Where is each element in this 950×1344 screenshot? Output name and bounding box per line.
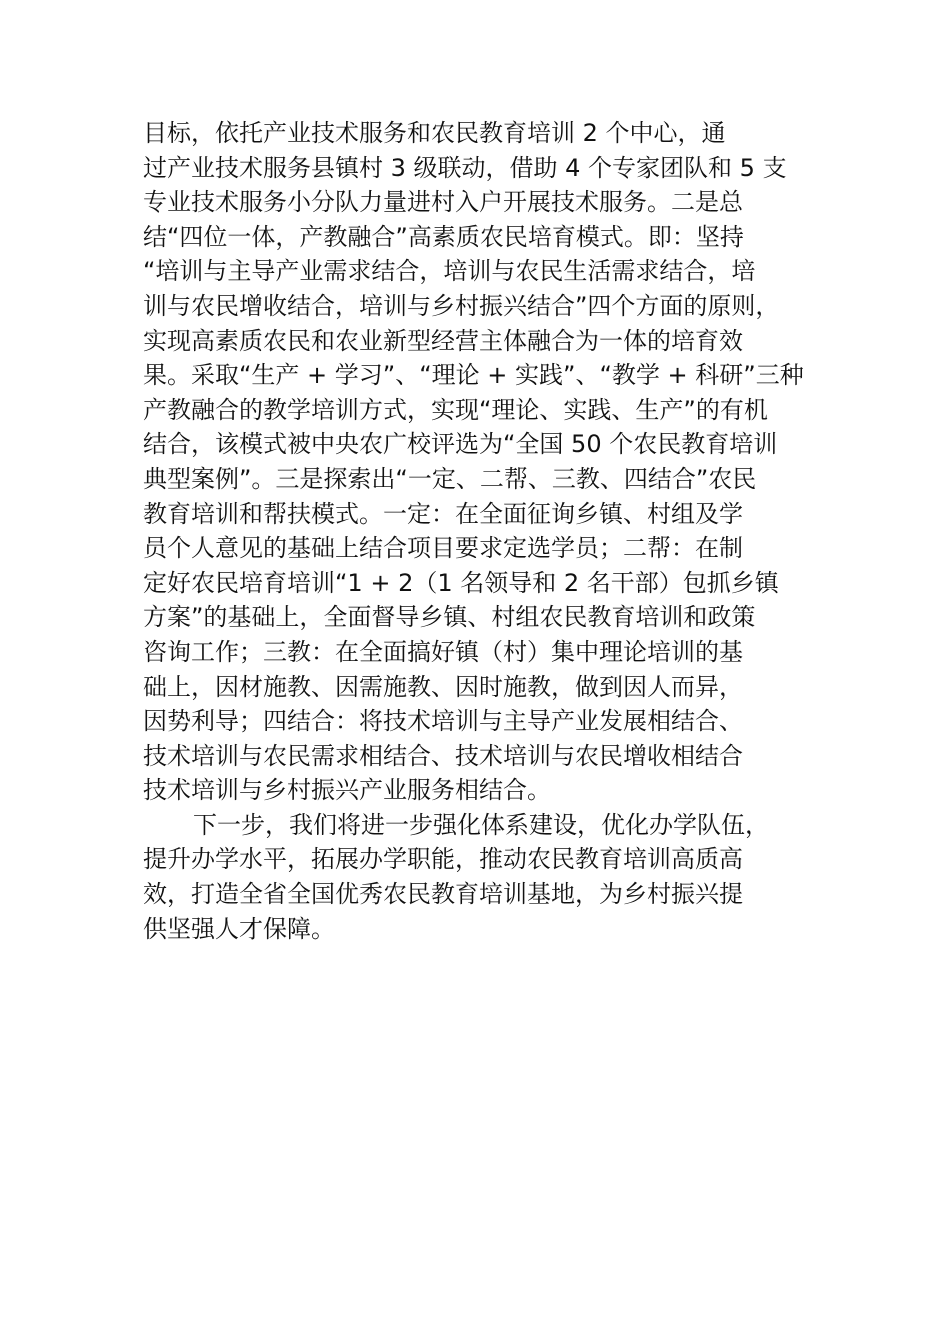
text-line: 方案”的基础上，全面督导乡镇、村组农民教育培训和政策: [143, 603, 756, 632]
text-line: “培训与主导产业需求结合，培训与农民生活需求结合，培: [143, 257, 756, 286]
text-line: 下一步，我们将进一步强化体系建设，优化办学队伍，: [193, 810, 769, 839]
text-line: 结合，该模式被中央农广校评选为“全国 50 个农民教育培训: [143, 430, 778, 459]
paragraph-2: [143, 808, 843, 946]
text-line: 结“四位一体，产教融合”高素质农民培育模式。即：坚持: [143, 222, 744, 251]
paragraph-1: [143, 116, 843, 808]
text-line: 技术培训与乡村振兴产业服务相结合。: [143, 776, 551, 805]
text-line: 效，打造全省全国优秀农民教育培训基地，为乡村振兴提: [143, 880, 743, 909]
text-line: 础上，因材施教、因需施教、因时施教，做到因人而异，: [143, 672, 743, 701]
text-line: 过产业技术服务县镇村 3 级联动，借助 4 个专家团队和 5 支: [143, 153, 787, 182]
text-line: 专业技术服务小分队力量进村入户开展技术服务。二是总: [143, 188, 743, 217]
text-line: 教育培训和帮扶模式。一定：在全面征询乡镇、村组及学: [143, 499, 743, 528]
document-body: [143, 116, 843, 946]
text-line: 供坚强人才保障。: [143, 914, 335, 943]
text-line: 训与农民增收结合，培训与乡村振兴结合”四个方面的原则，: [143, 291, 780, 320]
text-line: 实现高素质农民和农业新型经营主体融合为一体的培育效: [143, 326, 743, 355]
text-line: 因势利导；四结合：将技术培训与主导产业发展相结合、: [143, 707, 743, 736]
text-line: 技术培训与农民需求相结合、技术培训与农民增收相结合: [143, 741, 743, 770]
text-line: 员个人意见的基础上结合项目要求定选学员；二帮：在制: [143, 534, 743, 563]
text-line: 目标，依托产业技术服务和农民教育培训 2 个中心，通: [143, 119, 726, 147]
text-line: 产教融合的教学培训方式，实现“理论、实践、生产”的有机: [143, 395, 768, 424]
text-line: 提升办学水平，拓展办学职能，推动农民教育培训高质高: [143, 845, 743, 874]
text-line: 果。采取“生产 + 学习”、“理论 + 实践”、“教学 + 科研”三种: [143, 361, 804, 390]
text-line: 定好农民培育培训“1 + 2（1 名领导和 2 名干部）包抓乡镇: [143, 568, 779, 597]
text-line: 咨询工作；三教：在全面搞好镇（村）集中理论培训的基: [143, 637, 743, 666]
text-line: 典型案例”。三是探索出“一定、二帮、三教、四结合”农民: [143, 464, 757, 493]
